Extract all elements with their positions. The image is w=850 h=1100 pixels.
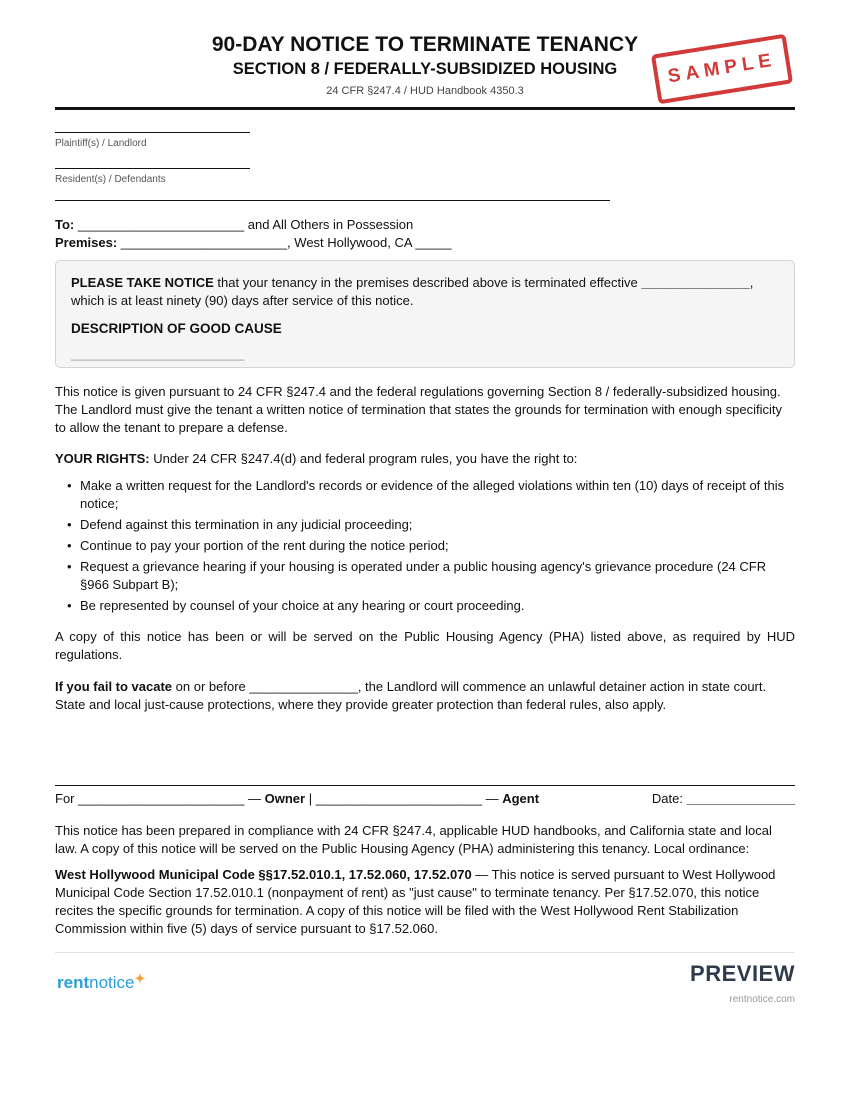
rights-item-text: Request a grievance hearing if your housing is operated under a public housing agency's grievance procedure (24 CFR §966 Subpart B); xyxy=(80,559,767,592)
notice-body-2: , which is at least ninety (90) days after service of this notice. xyxy=(71,275,754,308)
vacate-lead: If you fail to vacate xyxy=(55,679,173,694)
brand-bold: rent xyxy=(57,973,90,992)
footer-divider xyxy=(55,952,795,953)
signature-separator: | _______________________ — xyxy=(305,791,503,806)
bullet-icon: • xyxy=(67,517,72,532)
premises-line xyxy=(55,234,452,252)
date-label: Date: xyxy=(651,791,687,806)
signature-date xyxy=(652,790,795,808)
to-value: _______________________ and All Others in Possession xyxy=(74,217,414,232)
list-item xyxy=(55,477,795,513)
ordinance-body: — This notice is served pursuant to West Hollywood Municipal Code Section 17.52.010.1 (nonpayment of rent) as "just cause" to terminate tenancy. Per §17.52.070, this notice recites the specific grounds for termination. A copy of this notice will be filed with the West Hollywood Rent Stabilization Commission within five (5) days of service pursuant to §17.52.060. xyxy=(55,867,776,936)
compliance-paragraph: This notice has been prepared in compliance with 24 CFR §247.4, applicable HUD handbooks, and California state and local law. A copy of this notice will be served on the Public Housing Agency (PHA) administering this tenancy. Local ordinance: xyxy=(55,823,772,856)
rights-item-text: Make a written request for the Landlord's records or evidence of the alleged violations within ten (10) days of receipt of this notice; xyxy=(80,478,785,511)
date-blank: _______________ xyxy=(686,791,795,806)
owner-label: Owner xyxy=(264,791,306,806)
signature-for: For _______________________ — xyxy=(55,791,265,806)
notice-body-1: that your tenancy in the premises described above is terminated effective xyxy=(213,275,642,290)
notice-statement xyxy=(71,274,779,310)
to-line xyxy=(55,216,413,234)
rights-item-text: Continue to pay your portion of the rent during the notice period; xyxy=(80,538,449,553)
site-url: rentnotice.com xyxy=(729,994,795,1005)
plaintiff-field xyxy=(55,132,250,149)
rights-item-text: Be represented by counsel of your choice at any hearing or court proceeding. xyxy=(80,598,525,613)
list-item xyxy=(55,516,795,534)
premises-label: Premises: xyxy=(55,235,118,250)
signature-row xyxy=(55,790,795,808)
plaintiff-line xyxy=(55,132,250,133)
vacate-body: on or before _______________, the Landlord will commence an unlawful detainer action in state court. State and local just-cause protections, where they provide greater protection than federal rules, also apply. xyxy=(55,679,767,712)
preview-label: PREVIEW xyxy=(690,961,795,986)
resident-field xyxy=(55,168,250,185)
list-item xyxy=(55,558,795,594)
header-divider xyxy=(55,107,795,110)
ordinance-paragraph xyxy=(55,866,795,938)
rentnotice-logo xyxy=(57,973,145,993)
plaintiff-label: Plaintiff(s) / Landlord xyxy=(55,138,147,149)
document-citation: 24 CFR §247.4 / HUD Handbook 4350.3 xyxy=(326,85,524,97)
caption-divider xyxy=(55,200,610,201)
pha-copy-paragraph: A copy of this notice has been or will be served on the Public Housing Agency (PHA) listed above, as required by HUD regulations. xyxy=(55,629,795,662)
rights-intro xyxy=(55,450,795,468)
ordinance-lead: West Hollywood Municipal Code §§17.52.010.1, 17.52.060, 17.52.070 xyxy=(55,867,472,882)
good-cause-heading: DESCRIPTION OF GOOD CAUSE xyxy=(71,321,282,336)
good-cause-blank: ________________________ xyxy=(71,346,245,361)
signature-line xyxy=(55,785,795,786)
to-label: To: xyxy=(55,217,75,232)
premises-value: _______________________, West Hollywood, CA _____ xyxy=(117,235,452,250)
document-subtitle: SECTION 8 / FEDERALLY-SUBSIDIZED HOUSING xyxy=(232,60,618,78)
notice-basis-paragraph: This notice is given pursuant to 24 CFR §247.4 and the federal regulations governing Section 8 / federally-subsidized housing. The Landlord must give the tenant a written notice of termination that states the grounds for termination with enough specificity to allow the tenant to prepare a defense. xyxy=(55,384,782,435)
bullet-icon: • xyxy=(67,559,72,574)
notice-lead: PLEASE TAKE NOTICE xyxy=(71,275,214,290)
resident-line xyxy=(55,168,250,169)
sparkle-icon: ✦ xyxy=(134,971,146,986)
rights-lead: YOUR RIGHTS: xyxy=(55,451,150,466)
list-item xyxy=(55,537,795,555)
effective-date-blank: _______________ xyxy=(641,275,750,290)
rights-intro-text: Under 24 CFR §247.4(d) and federal program rules, you have the right to: xyxy=(149,451,578,466)
bullet-icon: • xyxy=(67,598,72,613)
bullet-icon: • xyxy=(67,478,72,493)
vacate-paragraph xyxy=(55,678,795,714)
notice-box xyxy=(55,260,795,368)
bullet-icon: • xyxy=(67,538,72,553)
document-title: 90-DAY NOTICE TO TERMINATE TENANCY xyxy=(211,33,639,56)
rights-list xyxy=(55,477,795,618)
sample-stamp: SAMPLE xyxy=(651,34,793,105)
agent-label: Agent xyxy=(502,791,540,806)
brand-light: notice xyxy=(89,973,135,992)
list-item xyxy=(55,597,795,615)
rights-item-text: Defend against this termination in any judicial proceeding; xyxy=(80,517,413,532)
resident-label: Resident(s) / Defendants xyxy=(55,174,166,185)
